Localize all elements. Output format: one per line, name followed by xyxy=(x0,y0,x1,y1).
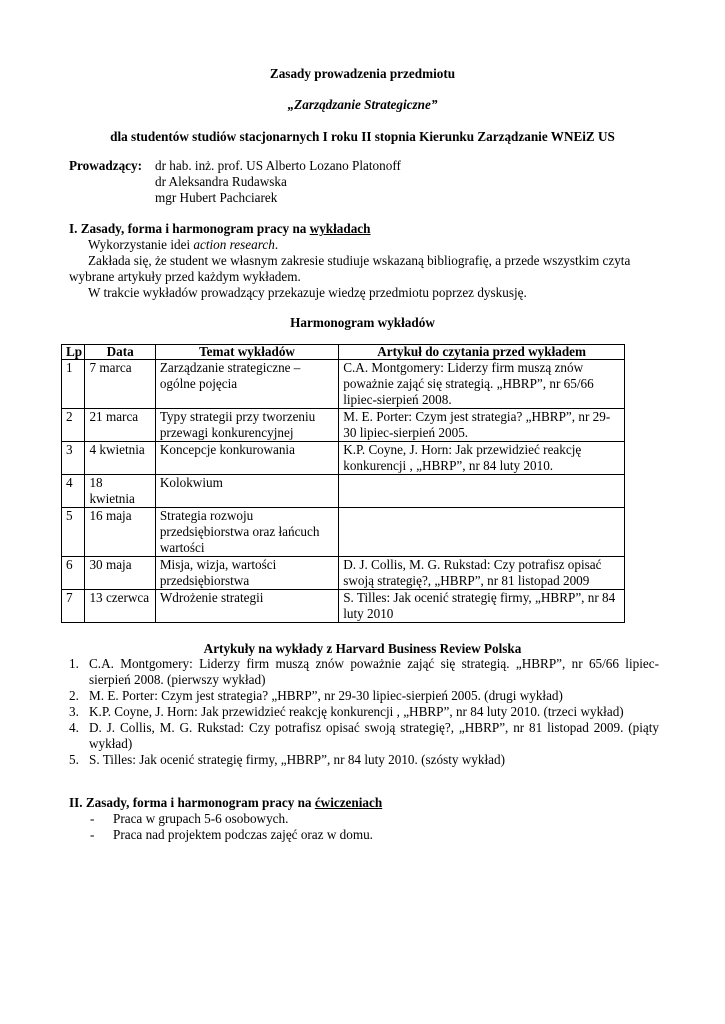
list-item xyxy=(69,704,659,720)
schedule-title: Harmonogram wykładów xyxy=(290,315,435,330)
cell-lp: 6 xyxy=(62,557,85,590)
lecturer-name: dr hab. inż. prof. US Alberto Lozano Platonoff xyxy=(155,158,401,173)
cell-lp: 4 xyxy=(62,475,85,508)
lecturers-names xyxy=(155,158,401,206)
cell-date: 30 maja xyxy=(85,557,155,590)
dash-bullet: - xyxy=(90,811,95,826)
section1-paragraph-1 xyxy=(69,237,659,253)
cell-date: 4 kwietnia xyxy=(85,442,155,475)
column-header: Artykuł do czytania przed wykładem xyxy=(339,345,625,360)
document-title: Zasady prowadzenia przedmiotu xyxy=(269,66,456,81)
audience-line: dla studentów studiów stacjonarnych I roku II stopnia Kierunku Zarządzanie WNEiZ US xyxy=(110,129,615,144)
list-item xyxy=(69,720,659,752)
column-header: Temat wykładów xyxy=(155,345,338,360)
section1-paragraph-2: Zakłada się, że student we własnym zakresie studiuje wskazaną bibliografię, a przede wszystkim czyta wybrane artykuły przed każdym wykładem. xyxy=(69,253,631,284)
list-number: 4. xyxy=(69,720,79,735)
cell-lp: 2 xyxy=(62,409,85,442)
list-number: 5. xyxy=(69,752,79,767)
cell-date: 16 maja xyxy=(85,508,155,557)
cell-topic: Zarządzanie strategiczne – ogólne pojęcia xyxy=(155,360,338,409)
list-item-text: M. E. Porter: Czym jest strategia? „HBRP”, nr 29-30 lipiec-sierpień 2005. (drugi wykład) xyxy=(89,688,563,703)
p1-italic-term: action research xyxy=(193,237,275,252)
dash-bullet: - xyxy=(90,827,95,842)
list-item xyxy=(90,811,373,827)
column-header: Data xyxy=(85,345,155,360)
table-row xyxy=(62,442,625,475)
lecturers-label: Prowadzący: xyxy=(69,158,143,173)
table-row xyxy=(62,508,625,557)
list-number: 2. xyxy=(69,688,79,703)
table-header-row xyxy=(62,345,625,360)
articles-title: Artykuły na wykłady z Harvard Business Review Polska xyxy=(203,641,522,656)
list-item xyxy=(69,656,659,688)
p1-text: Wykorzystanie idei xyxy=(88,237,194,252)
cell-article: S. Tilles: Jak ocenić strategię firmy, „HBRP”, nr 84 luty 2010 xyxy=(339,590,625,623)
list-item-text: C.A. Montgomery: Liderzy firm muszą znów poważnie zająć się strategią. „HBRP”, nr 65/66 lipiec-sierpień 2008. (pierwszy wykład) xyxy=(89,656,659,687)
list-number: 1. xyxy=(69,656,79,671)
cell-date: 7 marca xyxy=(85,360,155,409)
articles-list xyxy=(69,656,659,768)
cell-lp: 1 xyxy=(62,360,85,409)
schedule-table xyxy=(61,344,625,623)
exercises-list xyxy=(90,811,373,843)
cell-article: C.A. Montgomery: Liderzy firm muszą znów poważnie zająć się strategią. „HBRP”, nr 65/66 lipiec-sierpień 2008. xyxy=(339,360,625,409)
list-number: 3. xyxy=(69,704,79,719)
cell-article: M. E. Porter: Czym jest strategia? „HBRP”, nr 29-30 lipiec-sierpień 2005. xyxy=(339,409,625,442)
cell-lp: 3 xyxy=(62,442,85,475)
cell-article: D. J. Collis, M. G. Rukstad: Czy potrafisz opisać swoją strategię?, „HBRP”, nr 81 listopad 2009 xyxy=(339,557,625,590)
cell-topic: Strategia rozwoju przedsiębiorstwa oraz łańcuch wartości xyxy=(155,508,338,557)
cell-topic: Koncepcje konkurowania xyxy=(155,442,338,475)
cell-article xyxy=(339,475,625,508)
section2-heading-text: II. Zasady, forma i harmonogram pracy na xyxy=(69,795,315,810)
section1-paragraph-3: W trakcie wykładów prowadzący przekazuje wiedzę przedmiotu poprzez dyskusję. xyxy=(88,285,527,300)
p1-suffix: . xyxy=(274,237,279,252)
list-item xyxy=(69,752,659,768)
section1-heading-text: I. Zasady, forma i harmonogram pracy na xyxy=(69,221,310,236)
section2-heading xyxy=(69,795,382,811)
section1-heading-underlined: wykładach xyxy=(309,221,371,236)
list-item xyxy=(90,827,373,843)
cell-article xyxy=(339,508,625,557)
list-item-text: D. J. Collis, M. G. Rukstad: Czy potrafisz opisać swoją strategię?, „HBRP”, nr 81 listopad 2009. (piąty wykład) xyxy=(89,720,659,751)
table-row xyxy=(62,557,625,590)
subject-name: „Zarządzanie Strategiczne” xyxy=(287,97,438,112)
cell-article: K.P. Coyne, J. Horn: Jak przewidzieć reakcję konkurencji , „HBRP”, nr 84 luty 2010. xyxy=(339,442,625,475)
cell-date: 18 kwietnia xyxy=(85,475,155,508)
table-row xyxy=(62,360,625,409)
cell-topic: Misja, wizja, wartości przedsiębiorstwa xyxy=(155,557,338,590)
list-item xyxy=(69,688,659,704)
list-item-text: Praca nad projektem podczas zajęć oraz w domu. xyxy=(113,827,373,842)
list-item-text: S. Tilles: Jak ocenić strategię firmy, „HBRP”, nr 84 luty 2010. (szósty wykład) xyxy=(89,752,505,767)
cell-topic: Typy strategii przy tworzeniu przewagi konkurencyjnej xyxy=(155,409,338,442)
list-item-text: Praca w grupach 5-6 osobowych. xyxy=(113,811,289,826)
section2-heading-underlined: ćwiczeniach xyxy=(314,795,383,810)
column-header: Lp xyxy=(62,345,85,360)
lecturer-name: dr Aleksandra Rudawska xyxy=(155,174,287,189)
cell-date: 13 czerwca xyxy=(85,590,155,623)
section1-heading xyxy=(69,221,371,237)
lecturer-name: mgr Hubert Pachciarek xyxy=(155,190,278,205)
table-row xyxy=(62,475,625,508)
list-item-text: K.P. Coyne, J. Horn: Jak przewidzieć reakcję konkurencji , „HBRP”, nr 84 luty 2010. (trzeci wykład) xyxy=(89,704,624,719)
cell-date: 21 marca xyxy=(85,409,155,442)
cell-lp: 7 xyxy=(62,590,85,623)
cell-lp: 5 xyxy=(62,508,85,557)
cell-topic: Wdrożenie strategii xyxy=(155,590,338,623)
table-row xyxy=(62,590,625,623)
table-row xyxy=(62,409,625,442)
cell-topic: Kolokwium xyxy=(155,475,338,508)
